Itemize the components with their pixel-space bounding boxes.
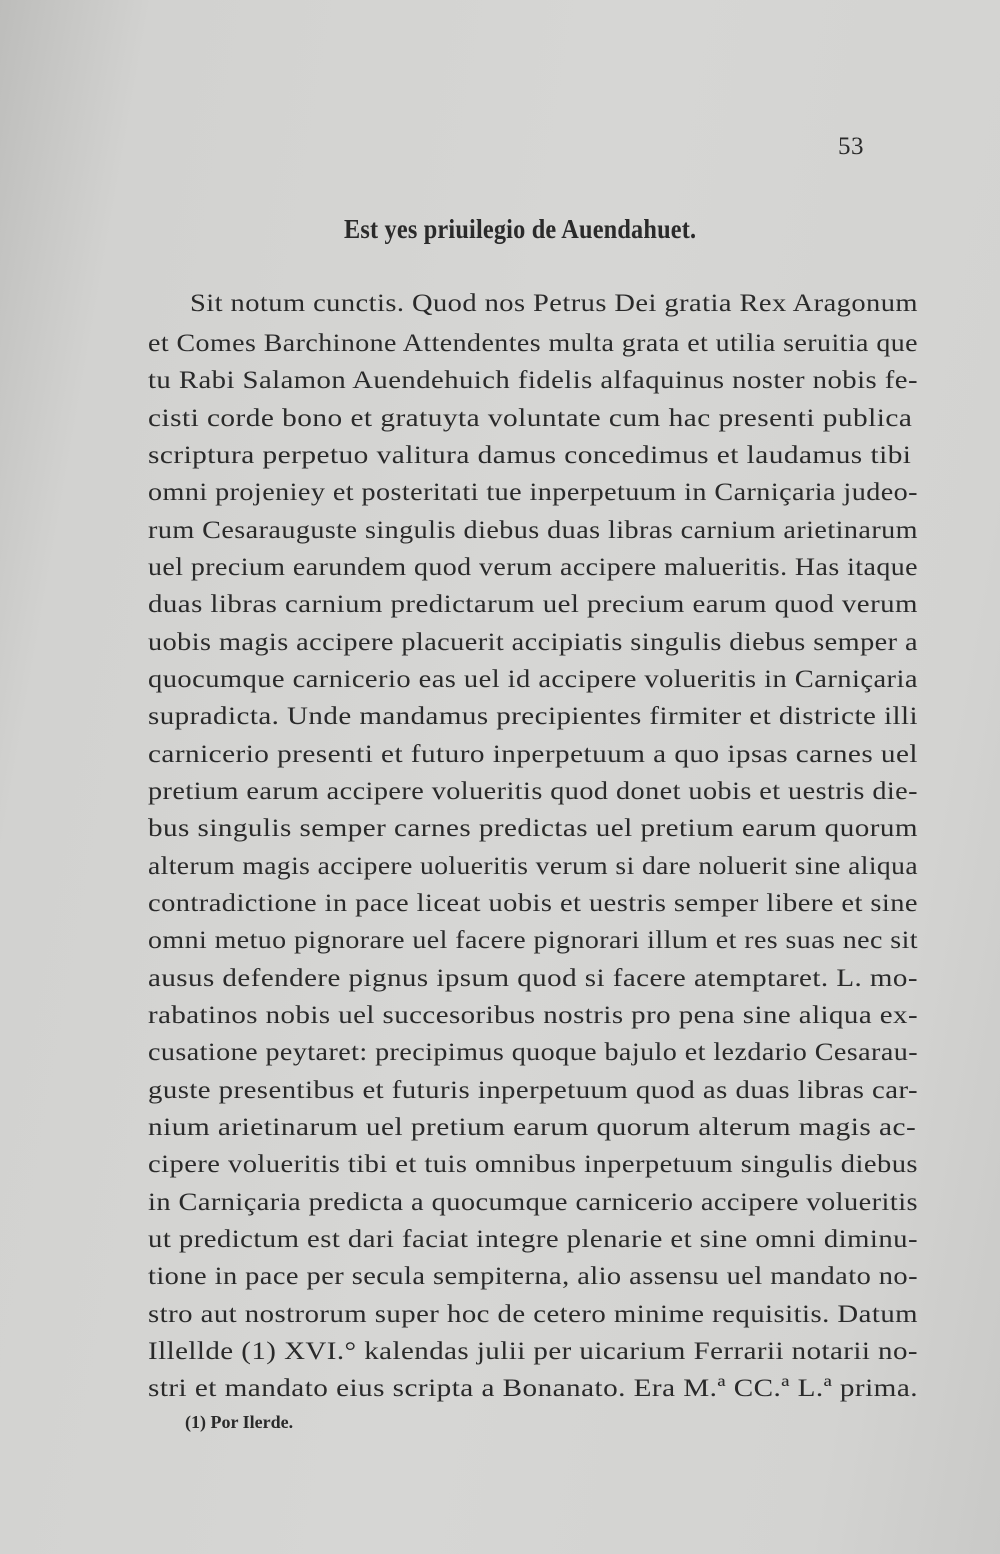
text-line: ut predictum est dari faciat integre plenarie et sine omni diminu-	[148, 1224, 918, 1253]
text-line: et Comes Barchinone Attendentes multa grata et utilia seruitia que	[148, 328, 918, 357]
text-line: Illellde (1) XVI.° kalendas julii per uicarium Ferrarii notarii no-	[148, 1336, 918, 1365]
text-line: quocumque carnicerio eas uel id accipere volueritis in Carniçaria	[148, 664, 918, 693]
text-line: alterum magis accipere uolueritis verum si dare noluerit sine aliqua	[148, 851, 918, 880]
text-line: guste presentibus et futuris inperpetuum quod as duas libras car-	[148, 1075, 918, 1104]
text-line: rum Cesarauguste singulis diebus duas libras carnium arietinarum	[148, 515, 919, 544]
text-line: uel precium earundem quod verum accipere malueritis. Has itaque	[148, 552, 919, 581]
text-line: stro aut nostrorum super hoc de cetero minime requisitis. Datum	[148, 1299, 919, 1328]
text-line: in Carniçaria predicta a quocumque carnicerio accipere volueritis	[148, 1187, 919, 1216]
text-line: scriptura perpetuo valitura damus concedimus et laudamus tibi	[148, 440, 912, 469]
text-line: tione in pace per secula sempiterna, alio assensu uel mandato no-	[148, 1261, 919, 1290]
text-line: omni projeniey et posteritati tue inperpetuum in Carniçaria judeo-	[148, 477, 918, 506]
text-line: cusatione peytaret: precipimus quoque bajulo et lezdario Cesarau-	[148, 1037, 919, 1066]
text-line: rabatinos nobis uel succesoribus nostris pro pena sine aliqua ex-	[148, 1000, 919, 1029]
text-line: contradictione in pace liceat uobis et uestris semper libere et sine	[148, 888, 918, 917]
text-line: stri et mandato eius scripta a Bonanato. Era M.ª CC.ª L.ª prima.	[148, 1373, 919, 1402]
footnote: (1) Por Ilerde.	[185, 1412, 294, 1432]
text-line: carnicerio presenti et futuro inperpetuum a quo ipsas carnes uel	[148, 739, 918, 768]
text-line: uobis magis accipere placuerit accipiatis singulis diebus semper a	[148, 627, 918, 656]
text-line: nium arietinarum uel pretium earum quorum alterum magis ac-	[148, 1112, 917, 1141]
page-number: 53	[838, 133, 864, 160]
text-line: ausus defendere pignus ipsum quod si facere atemptaret. L. mo-	[148, 963, 918, 992]
document-title: Est yes priuilegio de Auendahuet.	[344, 214, 697, 244]
text-line: Sit notum cunctis. Quod nos Petrus Dei gratia Rex Aragonum	[190, 288, 918, 317]
text-line: pretium earum accipere volueritis quod donet uobis et uestris die-	[148, 776, 919, 805]
text-line: tu Rabi Salamon Auendehuich fidelis alfaquinus noster nobis fe-	[148, 365, 918, 394]
text-line: cipere volueritis tibi et tuis omnibus inperpetuum singulis diebus	[148, 1149, 918, 1178]
text-line: supradicta. Unde mandamus precipientes firmiter et districte illi	[148, 701, 919, 730]
text-line: duas libras carnium predictarum uel precium earum quod verum	[148, 589, 918, 618]
text-line: bus singulis semper carnes predictas uel pretium earum quorum	[148, 813, 918, 842]
text-line: cisti corde bono et gratuyta voluntate cum hac presenti publica	[148, 403, 913, 432]
text-line: omni metuo pignorare uel facere pignorari illum et res suas nec sit	[148, 925, 918, 954]
